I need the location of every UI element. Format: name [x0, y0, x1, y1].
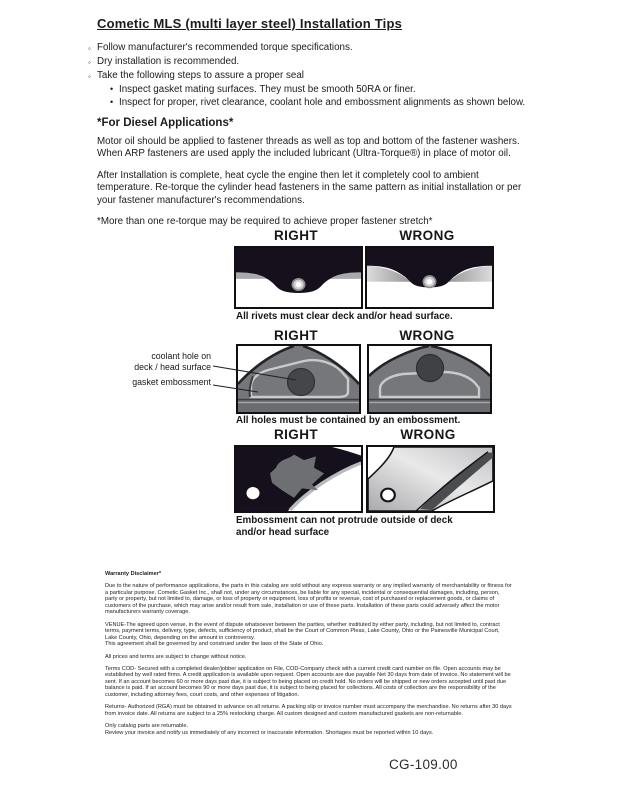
figure1-rivet-wrong-diagram [365, 246, 494, 309]
list-item [88, 41, 558, 55]
bullet-icon: • [110, 84, 114, 94]
annotation-line2: deck / head surface [134, 361, 211, 372]
diesel-section-body [97, 136, 529, 237]
annotation-coolant-hole [96, 351, 211, 372]
figure1-wrong-label: WRONG [399, 228, 455, 243]
figure2-right-label: RIGHT [274, 328, 318, 343]
paragraph: *More than one re-torque may be required to achieve proper fastener stretch* [97, 216, 433, 228]
annotation-line1: coolant hole on [151, 351, 211, 361]
list-item [88, 69, 558, 83]
legal-paragraph: All prices and terms are subject to change without notice. [105, 653, 247, 660]
legal-fine-print [105, 571, 513, 736]
diesel-section-heading: *For Diesel Applications* [97, 117, 234, 129]
legal-paragraph: Only catalog parts are returnable. [105, 723, 189, 730]
tip-text: Inspect gasket mating surfaces. They must be smooth 50RA or finer. [119, 84, 416, 95]
figure2-wrong-label: WRONG [399, 328, 455, 343]
embossment-contained-diagram [236, 447, 361, 511]
legal-paragraph: This agreement shall be governed by and construed under the laws of the State of Ohio. [105, 641, 324, 648]
figure3-right-label: RIGHT [274, 427, 318, 442]
figure2-embossment-right-diagram [236, 344, 361, 414]
list-item [110, 96, 558, 109]
hole-inside-embossment-diagram [238, 346, 359, 412]
legal-paragraph: Due to the nature of performance applications, the parts in this catalog are sold without any express warranty or any implied warranty of merchantability or fitness for a particular purpose. Cometic Gasket Inc., shall not, under any circumstances, be liable for any special, incidental or consequential damages, including, person, party or property, but not limited to, damage, or loss of property or equipment, loss of profits or revenue, cost of purchased or replacement goods, or claims of customers of the purchase, which may arise and/or result from sale, installation or use of these parts. Installation of these parts could adversely affect the motor manufacturers warranty coverage. [105, 583, 512, 616]
legal-heading: Warranty Disclaimer* [105, 571, 162, 577]
bullet-icon: ◦ [88, 44, 91, 53]
list-item [88, 55, 558, 69]
legal-paragraph: Terms COD- Secured with a completed dealer/jobber application on File, COD-Company check with a current credit card number on file. Open accounts may be established by well rated firms. A credit application is available upon request. Open accounts are due payable Net 30 days from date of invoice. No statement will be sent. If an account becomes 60 or more days past due, it is subject to being placed on credit hold. No orders will be shipped or new orders accepted until past due balance is paid. If an account becomes 90 or more days past due, it is subject to being placed for collections. All costs of collection are the responsibility of the customer, including attorney fees, court costs, and other expenses of litigation. [105, 665, 511, 698]
legal-paragraph: Returns- Authorized (RGA) must be obtained in advance on all returns. A packing slip or invoice number must accompany the merchandise. No returns after 30 days from invoice date. All returns are subject to a 25% restocking charge. All custom designed and custom manufactured gaskets are non-returnable. [105, 704, 512, 717]
figure3-protrusion-wrong-diagram [366, 445, 495, 513]
figure3-wrong-label: WRONG [400, 427, 456, 442]
bullet-icon: ◦ [88, 72, 91, 81]
tip-text: Dry installation is recommended. [97, 56, 240, 67]
figure2-caption: All holes must be contained by an embossment. [236, 415, 461, 426]
tip-text: Inspect for proper, rivet clearance, coolant hole and embossment alignments as shown below. [119, 97, 526, 108]
rivet-touching-diagram [367, 248, 492, 307]
tip-text: Follow manufacturer's recommended torque specifications. [97, 42, 353, 53]
paragraph: After Installation is complete, heat cycle the engine then let it completely cool to ambient temperature. Re-torque the cylinder head fasteners in the same pattern as initial installation or per your fastener manufacturer's recommendations. [97, 169, 522, 206]
paragraph: Motor oil should be applied to fastener threads as well as top and bottom of the fastener washers. When ARP fasteners are used apply the included lubricant (Ultra-Torque®) in place of motor oil. [97, 136, 520, 160]
figure3-protrusion-right-diagram [234, 445, 363, 513]
legal-paragraph: VENUE-The agreed upon venue, in the event of dispute whatsoever between the parties, whether instituted by either party, including, but not limited to, contract terms, payment terms, delivery, type, defects, sufficiency of product, shall be the Court of Common Pleas, Lake County, Ohio or the Painesville Municipal Court, Lake County, Ohio, depending on the amount in controversy. [105, 621, 500, 641]
legal-paragraph: Review your invoice and notify us immediately of any incorrect or inaccurate information. Shortages must be reported within 10 days. [105, 729, 434, 736]
page-number: CG-109.00 [389, 757, 458, 772]
installation-tips-list [88, 41, 558, 109]
bullet-icon: • [110, 97, 114, 107]
figure3-caption: Embossment can not protrude outside of deck and/or head surface [236, 515, 453, 538]
figure2-embossment-wrong-diagram [367, 344, 492, 414]
embossment-protruding-diagram [368, 447, 493, 511]
list-item [110, 83, 558, 96]
figure1-caption: All rivets must clear deck and/or head surface. [236, 311, 453, 322]
bullet-icon: ◦ [88, 58, 91, 67]
annotation-gasket-embossment: gasket embossment [132, 377, 211, 387]
figure1-right-label: RIGHT [274, 228, 318, 243]
figure1-rivet-right-diagram [234, 246, 363, 309]
page-title: Cometic MLS (multi layer steel) Installation Tips [97, 16, 403, 31]
tip-text: Take the following steps to assure a proper seal [97, 70, 304, 81]
rivet-clear-diagram [236, 248, 361, 307]
hole-outside-embossment-diagram [369, 346, 490, 412]
